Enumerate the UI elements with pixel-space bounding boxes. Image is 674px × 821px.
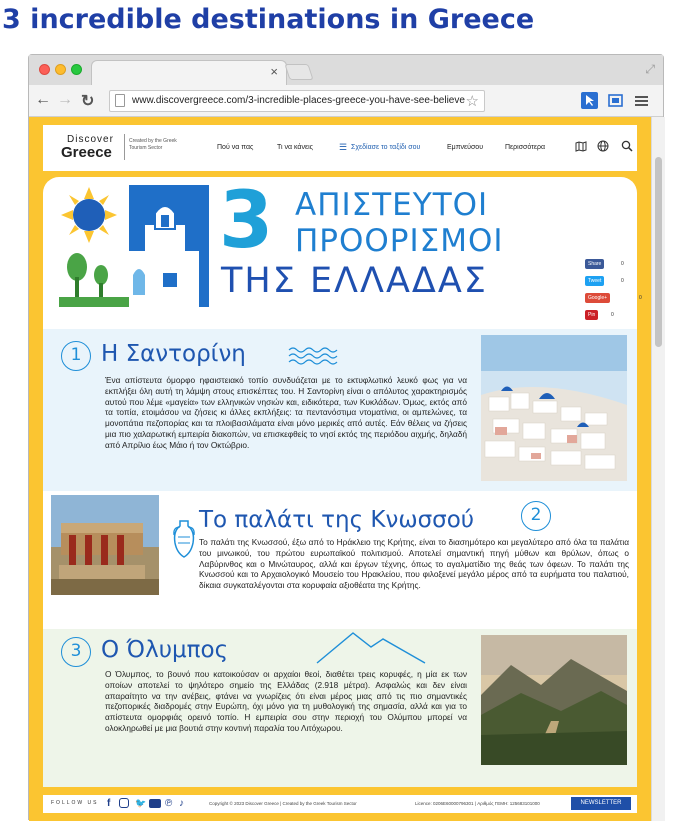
logo-tagline: Created by the Greek Tourism Sector — [129, 138, 177, 151]
map-icon[interactable] — [575, 140, 587, 155]
menu-icon[interactable] — [633, 92, 650, 109]
section-title-3: Ο Όλυμπος — [101, 637, 229, 663]
section-body-2: Το παλάτι της Κνωσσού, έξω από το Ηράκλειο της Κρήτης, είναι το διασημότερο και μεγαλύτερο από όλα τα παλάτια του μινωικού, του πρώτου ευρωπαϊκού πολιτισμού. Αποτελεί σημαντική πηγή μύθων και θρύλων, όπως ο Λαβύρινθος και ο Μινώταυρος, αλλά και έργων τέχνης, όπως το αγαλματίδιο της θεάς των όφεων. Το παλάτι της Κνωσσού και το Αρχαιολογικό Μουσείο του Ηρακλείου, που φιλοξενεί μεγάλο μέρος από τα ευρήματα του παλατιού, δίκαια συγκαταλέγονται στα κορυφαία αξιοθέατα της Κρήτης. — [199, 537, 629, 591]
nav-plan-trip[interactable]: Σχεδίασε το ταξίδι σου — [351, 144, 421, 151]
youtube-icon[interactable] — [149, 799, 161, 808]
web-viewport — [29, 117, 665, 821]
section-santorini — [43, 329, 637, 491]
scroll-thumb[interactable] — [655, 157, 662, 347]
waves-icon — [287, 345, 345, 367]
logo-greece: Greece — [61, 144, 112, 161]
facebook-share-button[interactable] — [585, 259, 604, 269]
reload-icon[interactable]: ↻ — [81, 93, 95, 110]
tweet-count: 0 — [621, 278, 624, 284]
tweet-label: Tweet — [588, 278, 602, 284]
site-logo[interactable] — [61, 134, 114, 160]
follow-us-label: FOLLOW US — [51, 800, 99, 806]
nav-more[interactable]: Περισσότερα — [505, 144, 546, 151]
facebook-icon[interactable]: f — [107, 798, 111, 809]
page-icon — [115, 94, 125, 107]
facebook-share-count: 0 — [621, 261, 624, 267]
site-header — [43, 125, 637, 171]
share-label: Share — [588, 261, 602, 267]
search-icon[interactable] — [621, 140, 633, 155]
nav-inspire[interactable]: Εμπνεύσου — [447, 144, 484, 151]
google-plus-count: 0 — [639, 295, 642, 301]
hero-line-3: ΤΗΣ ΕΛΛΑΔΑΣ — [221, 261, 488, 301]
close-window-button[interactable] — [39, 64, 50, 75]
copyright-text: Copyright © 2023 Discover Greece | Created by the Greek Tourism Sector — [209, 801, 357, 806]
close-tab-icon[interactable]: × — [270, 64, 278, 79]
hero-number: 3 — [219, 176, 274, 266]
pinterest-icon[interactable]: ℗ — [165, 798, 173, 809]
section-olympus — [43, 629, 637, 787]
back-icon[interactable]: ← — [35, 91, 51, 108]
site-footer — [43, 795, 637, 813]
screenshot-icon[interactable] — [607, 92, 624, 109]
hero-line-1: ΑΠΙΣΤΕΥΤΟΙ — [295, 187, 489, 223]
logo-discover: Discover — [67, 134, 114, 145]
olympus-photo — [481, 635, 627, 765]
section-title-1: Η Σαντορίνη — [101, 341, 246, 367]
newsletter-button[interactable]: NEWSLETTER — [571, 797, 631, 810]
zoom-window-button[interactable] — [71, 64, 82, 75]
amphora-icon — [171, 519, 197, 559]
nav-what-to-do[interactable]: Τι να κάνεις — [277, 144, 314, 151]
section-number-1: 1 — [61, 341, 91, 371]
google-plus-button[interactable] — [585, 293, 610, 303]
extension-cursor-icon[interactable] — [581, 92, 598, 109]
section-body-1: Ένα απίστευτα όμορφο ηφαιστειακό τοπίο συνδυάζεται με το εκτυφλωτικό λευκό φως για να εκπλήξει όλη αυτή τη λάμψη στους επισκέπτες του. Η Σαντορίνη είναι ο απόλυτος χαρακτηρισμός αυτού που λέμε «μαγεία» των ελληνικών νησιών και, ειδικότερα, των Κυκλάδων. Όμως, εκτός από τα τοπία, ετοιμάσου να ζήσεις κι άλλες εκπλήξεις: τα πεντανόστιμα ντοματίνια, οι αμπελώνες, τα μονοπάτια πεζοπορίας και τα πλοιβασιλάματα είναι μόνο μερικές από αυτές. Εάν θέλεις να ζήσεις μια πιο χαλαρωτική εμπειρία διακοπών, να επισκεφθείς το νησί εκτός της περιόδου αιχμής, δηλαδή από Απρίλιο έως Μάιο ή τον Οκτώβριο. — [105, 375, 467, 450]
url-text[interactable]: www.discovergreece.com/3-incredible-places-greece-you-have-see-believe — [132, 95, 465, 106]
page-heading: 3 incredible destinations in Greece — [2, 4, 535, 35]
new-tab-button[interactable] — [284, 64, 313, 80]
pin-count: 0 — [611, 312, 614, 318]
bookmark-star-icon[interactable]: ☆ — [465, 93, 479, 110]
mountain-icon — [315, 629, 427, 665]
forward-icon[interactable]: → — [57, 91, 73, 108]
section-knossos — [43, 491, 637, 629]
google-plus-label: Google+ — [588, 295, 608, 301]
section-number-3: 3 — [61, 637, 91, 667]
licence-text: Licence: 0206E60000796301 | Αριθμός ΓΕΜΗ: 125683101000 — [415, 801, 540, 806]
santorini-photo — [481, 335, 627, 481]
section-number-2: 2 — [521, 501, 551, 531]
tab-bar — [29, 55, 663, 85]
twitter-icon[interactable]: 🐦 — [135, 798, 147, 808]
address-bar[interactable] — [109, 90, 485, 112]
nav-where-to-go[interactable]: Πού να πας — [217, 144, 254, 151]
browser-window — [28, 54, 664, 820]
pin-label: Pin — [588, 312, 596, 318]
window-controls — [39, 64, 82, 75]
hero-line-2: ΠΡΟΟΡΙΣΜΟΙ — [295, 223, 504, 259]
scrollbar[interactable] — [651, 117, 665, 821]
minimize-window-button[interactable] — [55, 64, 66, 75]
article-card — [43, 176, 642, 787]
instagram-icon[interactable] — [119, 798, 129, 808]
fullscreen-icon[interactable]: ⤢ — [645, 62, 655, 76]
logo-divider — [124, 134, 125, 160]
globe-icon[interactable] — [597, 140, 609, 155]
cyclades-illustration-icon — [59, 185, 209, 307]
browser-toolbar — [29, 85, 663, 117]
browser-tab[interactable] — [91, 60, 287, 85]
pin-button[interactable] — [585, 310, 598, 320]
section-body-3: Ο Όλυμπος, το βουνό που κατοικούσαν οι αρχαίοι θεοί, διαθέτει τρεις κορυφές, η μία εκ των οποίων αποτελεί το ψηλότερο σημείο της Ελλάδας (2.918 μέτρα). Ασφαλώς και δεν είναι απαραίτητο να την ανέβεις, φτάνει να γνωρίζεις ότι είναι μέρος μιας από τις πιο σημαντικές πεζοπορικές διαδρομές στην Ευρώπη, όχι μόνο για τη μυθολογική της σημασία, αλλά και για το απίστευτα ομορφιάς ορεινό τοπίο. Η εμπειρία σου στην περιοχή του Ολύμπου μπορεί να ολοκληρωθεί με μια βουτιά στην κοντινή παραλία του Λιτόχωρου. — [105, 669, 467, 733]
tiktok-icon[interactable]: ♪ — [179, 798, 184, 809]
section-title-2: Το παλάτι της Κνωσσού — [199, 507, 475, 533]
tweet-button[interactable] — [585, 276, 604, 286]
plan-trip-icon: ☰ — [339, 142, 348, 152]
knossos-photo — [51, 495, 159, 595]
